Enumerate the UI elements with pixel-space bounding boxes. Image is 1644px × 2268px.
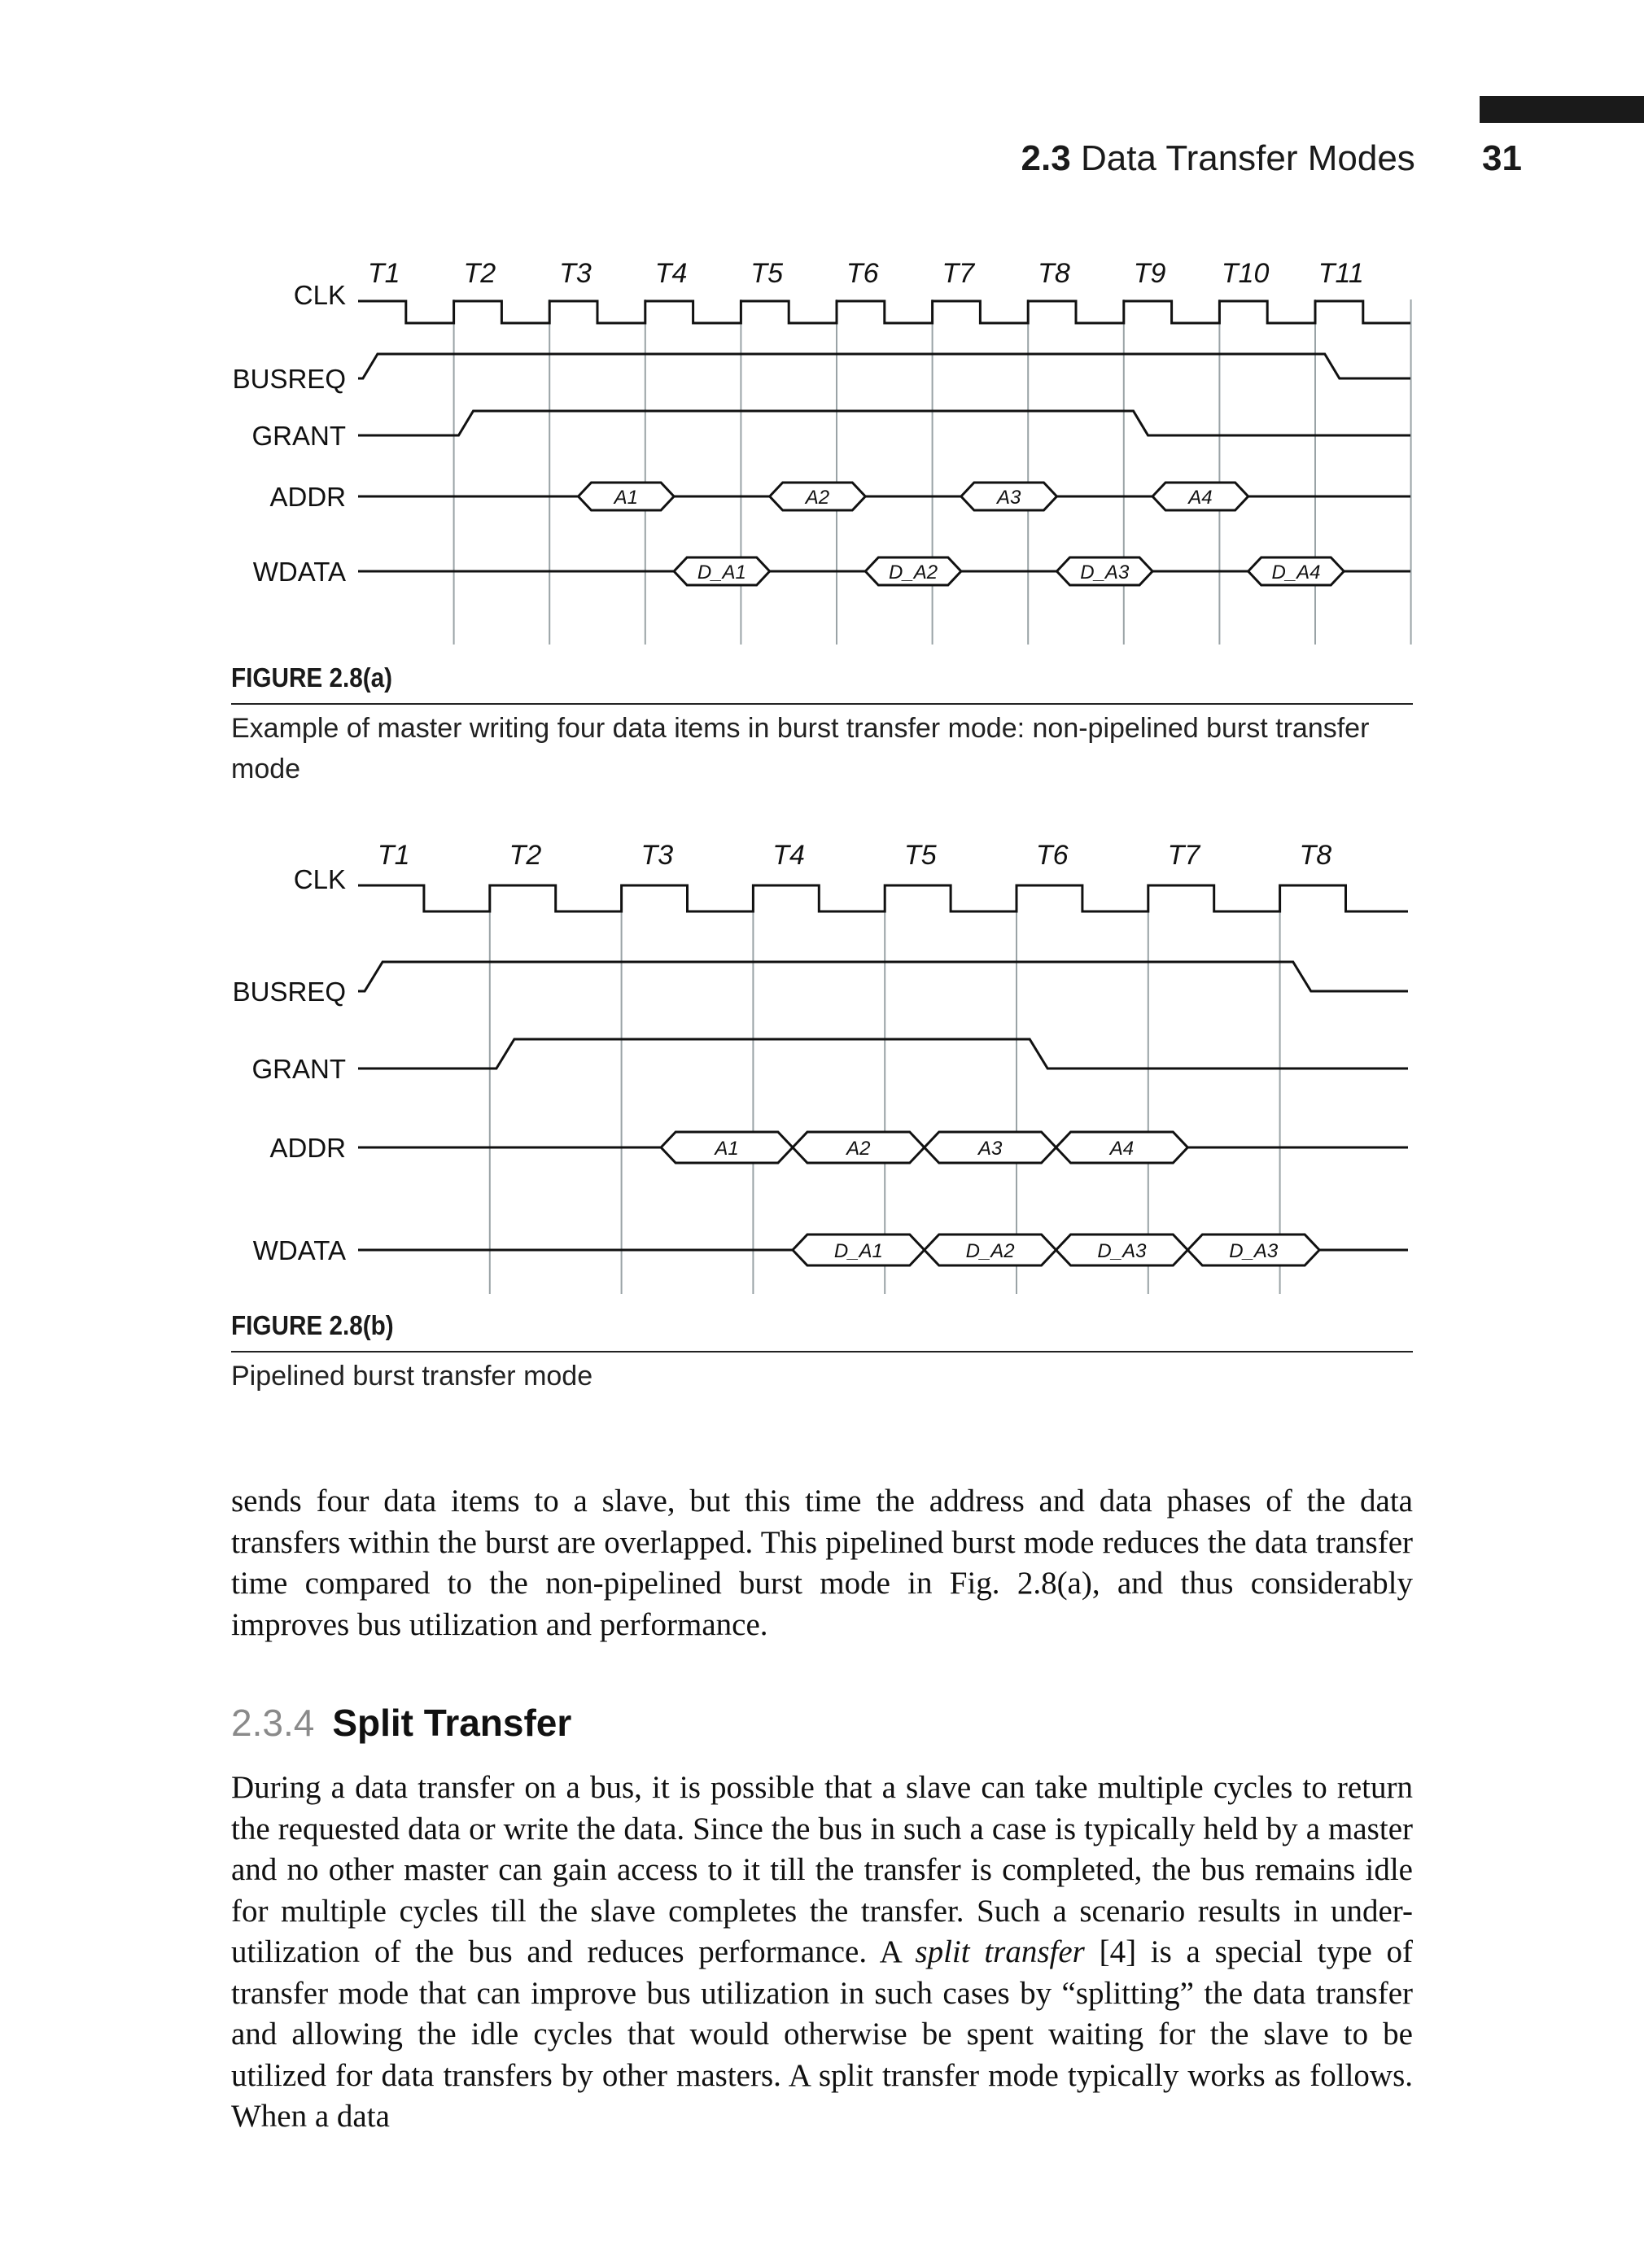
clock-cycle-label: T4 [654, 258, 688, 289]
signal-name-addr: ADDR [269, 1133, 346, 1163]
clock-cycle-label: T3 [641, 840, 674, 871]
clk-waveform [358, 301, 1410, 323]
grant-waveform [358, 1039, 1408, 1068]
wdata-value-label: D_A2 [965, 1240, 1015, 1262]
busreq-waveform [358, 962, 1408, 991]
figure-label-b: FIGURE 2.8(b) [231, 1310, 394, 1340]
clk-waveform [358, 885, 1408, 911]
addr-value-label: A1 [614, 487, 638, 509]
timing-diagram-a [0, 252, 1644, 659]
wdata-value-label: D_A1 [833, 1240, 883, 1262]
section-number: 2.3.4 [231, 1702, 315, 1744]
clock-cycle-label: T1 [377, 840, 410, 871]
figure-caption-b: Pipelined burst transfer mode [231, 1361, 593, 1392]
wdata-value-label: D_A4 [1271, 562, 1321, 583]
clock-cycle-label: T11 [1318, 258, 1364, 289]
figure-rule-a [231, 703, 1413, 705]
wdata-value-label: D_A3 [1080, 562, 1130, 583]
wdata-value-label: D_A3 [1229, 1240, 1279, 1262]
signal-name-grant: GRANT [251, 421, 346, 451]
clock-cycle-label: T4 [772, 840, 805, 871]
clock-cycle-label: T2 [463, 258, 496, 289]
paragraph-split-part-2: [4] is a special type of transfer mode that can improve bus utilization in such cases by “splitting” the data transfer and allowing the idle cycles that would otherwise be spent waiting for the slave to be utilized for data transfers by other masters. A split transfer mode typically works as follows. When a data [231, 1934, 1413, 2134]
running-head [1021, 138, 1522, 179]
paragraph-split-transfer [231, 1768, 1413, 2138]
running-head-title: Data Transfer Modes [1080, 138, 1415, 178]
clock-cycle-label: T10 [1221, 258, 1270, 289]
page-number: 31 [1482, 138, 1522, 178]
clock-cycle-label: T8 [1038, 258, 1070, 289]
running-head-section-number: 2.3 [1021, 138, 1071, 178]
figure-label-a: FIGURE 2.8(a) [231, 662, 393, 693]
signal-name-busreq: BUSREQ [232, 364, 346, 394]
section-title: Split Transfer [332, 1702, 572, 1744]
signal-name-grant: GRANT [251, 1054, 346, 1084]
signal-name-wdata: WDATA [252, 557, 346, 587]
wdata-value-label: D_A3 [1097, 1240, 1147, 1262]
clock-cycle-label: T3 [559, 258, 592, 289]
page-corner-bar [1480, 96, 1644, 123]
addr-value-label: A4 [1188, 487, 1213, 509]
grant-waveform [358, 411, 1410, 435]
paragraph-split-part-1: During a data transfer on a bus, it is possible that a slave can take multiple cycles to return the requested data or write the data. Since the bus in such a case is typically held by a master and no other master can gain access to it till the transfer is completed, the bus remains idle for multiple cycles till the slave completes the transfer. Such a scenario results in under-utilization of the bus and reduces performance. A [231, 1770, 1413, 1969]
addr-value-label: A3 [997, 487, 1021, 509]
signal-name-clk: CLK [293, 864, 346, 894]
wdata-value-label: D_A1 [697, 562, 746, 583]
section-heading [231, 1701, 571, 1745]
figure-caption-a: Example of master writing four data items in burst transfer mode: non-pipelined burst transfer mode [231, 713, 1370, 784]
addr-value-label: A2 [846, 1138, 871, 1160]
signal-name-wdata: WDATA [252, 1235, 346, 1265]
signal-name-busreq: BUSREQ [232, 977, 346, 1007]
clock-cycle-label: T7 [1167, 840, 1200, 871]
paragraph-split-italic-term: split transfer [915, 1934, 1085, 1969]
addr-value-label: A3 [977, 1138, 1003, 1160]
clock-cycle-label: T2 [509, 840, 542, 871]
figure-rule-b [231, 1351, 1413, 1352]
addr-value-label: A1 [715, 1138, 739, 1160]
timing-diagram-b [0, 838, 1644, 1302]
signal-name-addr: ADDR [269, 482, 346, 512]
clock-cycle-label: T7 [942, 258, 975, 289]
clock-cycle-label: T1 [367, 258, 400, 289]
addr-value-label: A4 [1109, 1138, 1135, 1160]
addr-value-label: A2 [805, 487, 830, 509]
signal-name-clk: CLK [293, 280, 346, 310]
busreq-waveform [358, 354, 1410, 378]
clock-cycle-label: T8 [1299, 840, 1332, 871]
clock-cycle-label: T6 [1035, 840, 1069, 871]
wdata-value-label: D_A2 [889, 562, 938, 583]
clock-cycle-label: T5 [904, 840, 937, 871]
clock-cycle-label: T6 [846, 258, 879, 289]
paragraph-overlap: sends four data items to a slave, but this time the address and data phases of the data transfers within the burst are overlapped. This pipelined burst mode reduces the data transfer time compared to the non-pipelined burst mode in Fig. 2.8(a), and thus considerably improves bus utilization and performance. [231, 1484, 1413, 1642]
clock-cycle-label: T5 [750, 258, 783, 289]
clock-cycle-label: T9 [1133, 258, 1166, 289]
